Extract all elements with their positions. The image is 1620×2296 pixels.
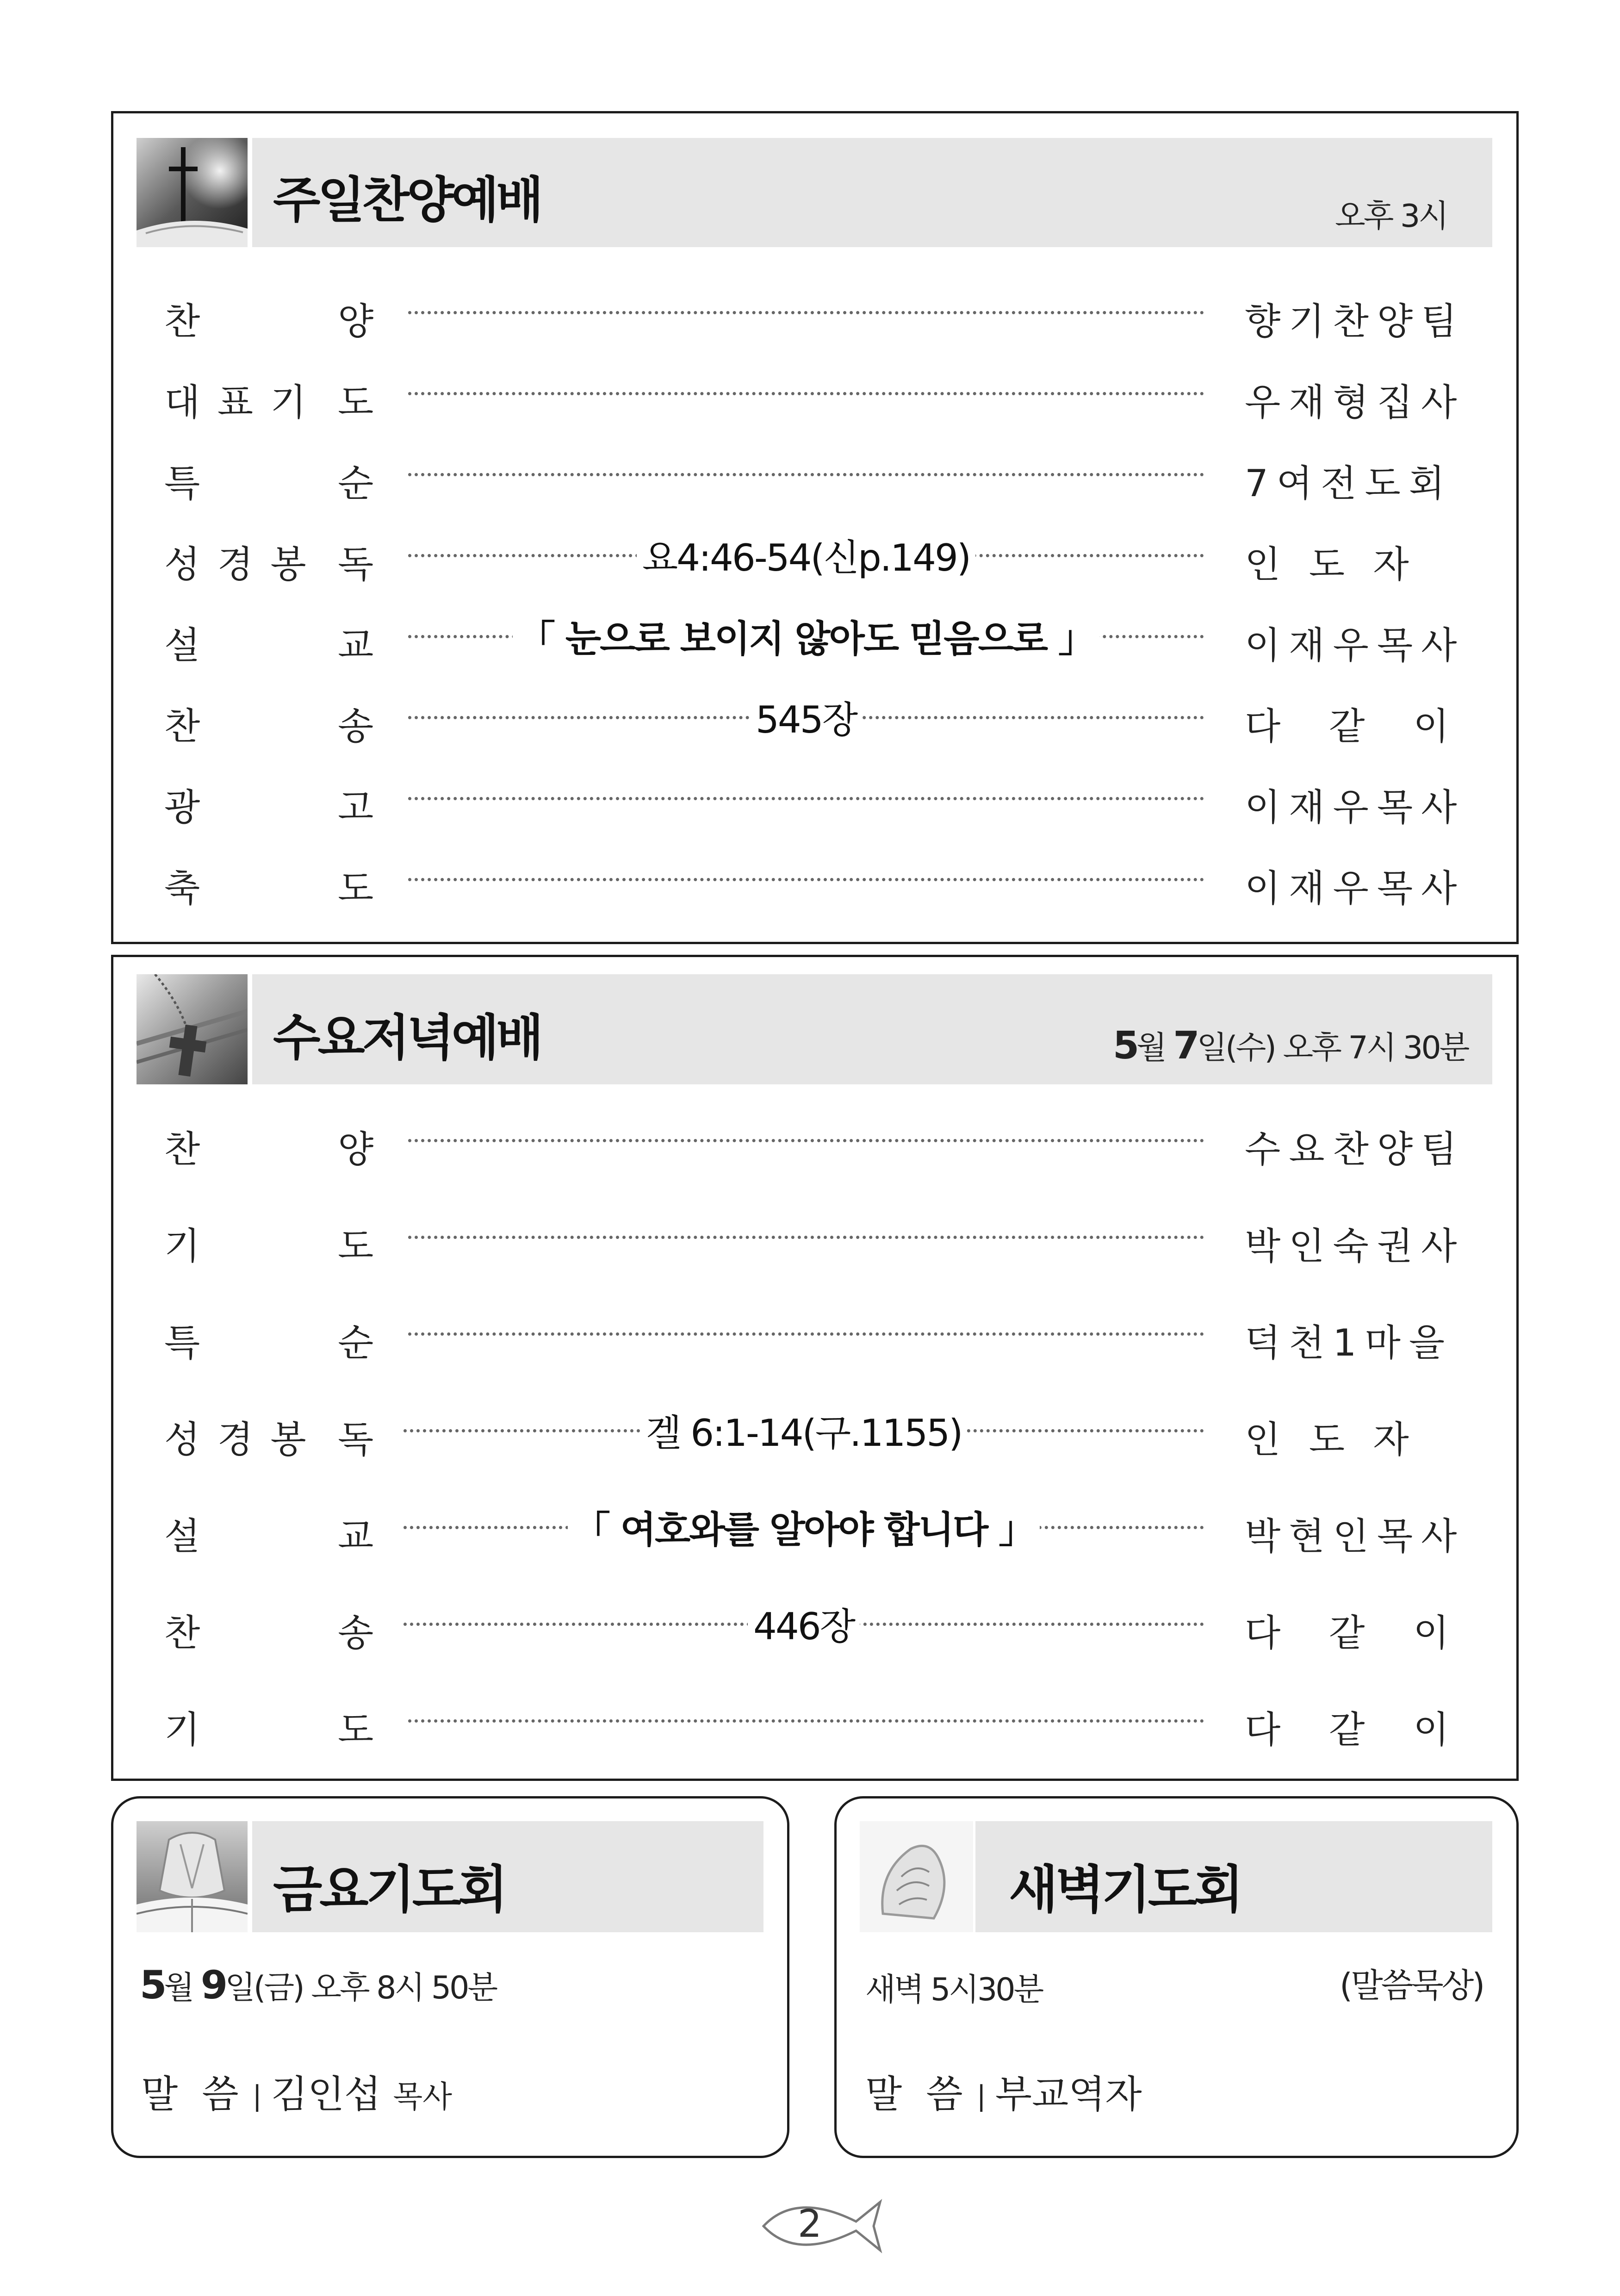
row-label-left: 찬 — [164, 705, 200, 748]
row-label-right: 교 — [338, 1515, 374, 1558]
row-value: 이재우목사 — [1245, 624, 1465, 667]
sermon-title: 「 눈으로 보이지 않아도 믿음으로 」 — [513, 609, 1099, 662]
row-middle — [403, 1593, 1204, 1653]
date-rest: 일(수) 오후 7시 30분 — [1197, 1030, 1468, 1066]
row-label-left: 광 — [164, 786, 200, 829]
dotted-leader — [408, 1236, 1204, 1239]
row-label-right: 순 — [338, 462, 374, 505]
row-label-right: 도 — [338, 1225, 374, 1268]
row-label-left: 축 — [164, 867, 200, 910]
dotted-leader — [408, 1719, 1204, 1723]
row-value: 다 같 이 — [1245, 1708, 1458, 1751]
row-value: 7여전도회 — [1245, 462, 1453, 505]
sunday-title: 주일찬양예배 — [273, 172, 541, 229]
dotted-leader — [408, 1139, 1204, 1142]
row-label-left: 기 — [164, 1225, 200, 1268]
row-value: 덕천1마을 — [1245, 1321, 1453, 1364]
order-row — [164, 443, 1469, 504]
order-row — [164, 1593, 1469, 1653]
speaker-label: 말 씀 — [865, 2072, 963, 2116]
dawn-title: 새벽기도회 — [1009, 1860, 1241, 1919]
row-value: 다 같 이 — [1245, 705, 1458, 748]
row-label-right: 양 — [338, 300, 374, 343]
order-row — [164, 281, 1469, 342]
row-label-right: 송 — [338, 705, 374, 748]
dotted-leader — [408, 392, 1204, 395]
order-row — [164, 1690, 1469, 1750]
friday-title: 금요기도회 — [273, 1860, 505, 1919]
friday-speaker — [141, 2064, 452, 2118]
speaker-role: 목사 — [393, 2079, 453, 2115]
order-row — [164, 686, 1469, 747]
order-row — [164, 362, 1469, 423]
dotted-leader — [408, 797, 1204, 800]
row-label-right: 고 — [338, 786, 374, 829]
row-middle — [403, 1496, 1204, 1556]
speaker-name: 부교역자 — [995, 2072, 1142, 2116]
friday-datetime — [140, 1962, 496, 2008]
order-row — [164, 524, 1469, 585]
row-label-right: 도 — [338, 867, 374, 910]
order-row — [164, 1400, 1469, 1460]
order-row — [164, 1303, 1469, 1363]
row-label-left: 특 — [164, 462, 200, 505]
row-middle — [408, 524, 1204, 585]
date-month: 5 — [1113, 1024, 1137, 1068]
sermon-title: 「 여호와를 알아야 합니다 」 — [568, 1500, 1040, 1553]
date-month: 5 — [140, 1962, 164, 2008]
row-label-left: 찬 — [164, 1128, 200, 1171]
row-label-right: 송 — [338, 1612, 374, 1655]
row-label-left: 설 — [164, 624, 200, 667]
row-label-left: 성 경 봉 — [164, 543, 309, 586]
row-value: 이재우목사 — [1245, 786, 1465, 829]
cross-candle-photo — [137, 138, 248, 247]
row-label-right: 독 — [338, 543, 374, 586]
dotted-leader — [408, 1332, 1204, 1336]
row-value: 이재우목사 — [1245, 867, 1465, 910]
date-rest: 일(금) 오후 8시 50분 — [225, 1970, 497, 2006]
row-value: 박현인목사 — [1245, 1515, 1465, 1558]
dotted-leader — [408, 311, 1204, 314]
row-label-left: 찬 — [164, 1612, 200, 1655]
dawn-note: (말씀묵상) — [1340, 1966, 1483, 2005]
speaker-name: 김인섭 — [271, 2072, 381, 2116]
row-middle — [403, 1400, 1204, 1460]
row-value: 박인숙권사 — [1245, 1225, 1465, 1268]
sunday-time: 오후 3시 — [1335, 198, 1447, 235]
page-number: 2 — [797, 2202, 822, 2246]
hymn-number: 446장 — [748, 1597, 860, 1650]
dotted-leader — [408, 878, 1204, 881]
date-day: 9 — [200, 1962, 225, 2008]
separator: | — [252, 2080, 262, 2112]
row-label-right: 도 — [338, 1708, 374, 1751]
order-row — [164, 1109, 1469, 1170]
row-label-right: 순 — [338, 1321, 374, 1364]
row-value: 수요찬양팀 — [1245, 1128, 1465, 1171]
separator: | — [976, 2080, 986, 2112]
praying-hands-photo — [860, 1821, 973, 1932]
dawn-time: 새벽 5시30분 — [865, 1972, 1043, 2008]
row-label-left: 설 — [164, 1515, 200, 1558]
row-label-right: 양 — [338, 1128, 374, 1171]
row-value: 인 도 자 — [1245, 1418, 1417, 1461]
speaker-label: 말 씀 — [141, 2072, 239, 2116]
row-label-left: 대 표 기 — [164, 381, 309, 424]
row-label-right: 교 — [338, 624, 374, 667]
dawn-speaker — [865, 2064, 1142, 2118]
row-value: 다 같 이 — [1245, 1612, 1458, 1655]
row-middle — [408, 686, 1204, 747]
row-value: 우재형집사 — [1245, 381, 1465, 424]
order-row — [164, 848, 1469, 908]
wednesday-title: 수요저녁예배 — [273, 1009, 541, 1066]
row-middle — [408, 605, 1204, 666]
row-label-left: 기 — [164, 1708, 200, 1751]
row-value: 향기찬양팀 — [1245, 300, 1465, 343]
row-label-left: 성 경 봉 — [164, 1418, 309, 1461]
order-row — [164, 605, 1469, 666]
scripture-reference: 요4:46-54(신p.149) — [637, 528, 975, 581]
dotted-leader — [408, 473, 1204, 476]
scripture-reference: 겔 6:1-14(구.1155) — [640, 1403, 968, 1456]
row-value: 인 도 자 — [1245, 543, 1417, 586]
page-number-badge — [759, 2194, 884, 2259]
praying-hands-bible-photo — [137, 1821, 248, 1932]
order-row — [164, 1206, 1469, 1266]
row-label-right: 독 — [338, 1418, 374, 1461]
row-label-right: 도 — [338, 381, 374, 424]
row-label-left: 찬 — [164, 300, 200, 343]
order-row — [164, 767, 1469, 828]
wednesday-datetime — [1113, 1023, 1468, 1068]
date-month-unit: 월 — [164, 1970, 193, 2006]
order-row — [164, 1496, 1469, 1556]
date-day: 7 — [1173, 1024, 1197, 1068]
date-month-unit: 월 — [1136, 1030, 1165, 1066]
rosary-cross-photo — [137, 974, 248, 1084]
hymn-number: 545장 — [750, 690, 862, 743]
row-label-left: 특 — [164, 1321, 200, 1364]
